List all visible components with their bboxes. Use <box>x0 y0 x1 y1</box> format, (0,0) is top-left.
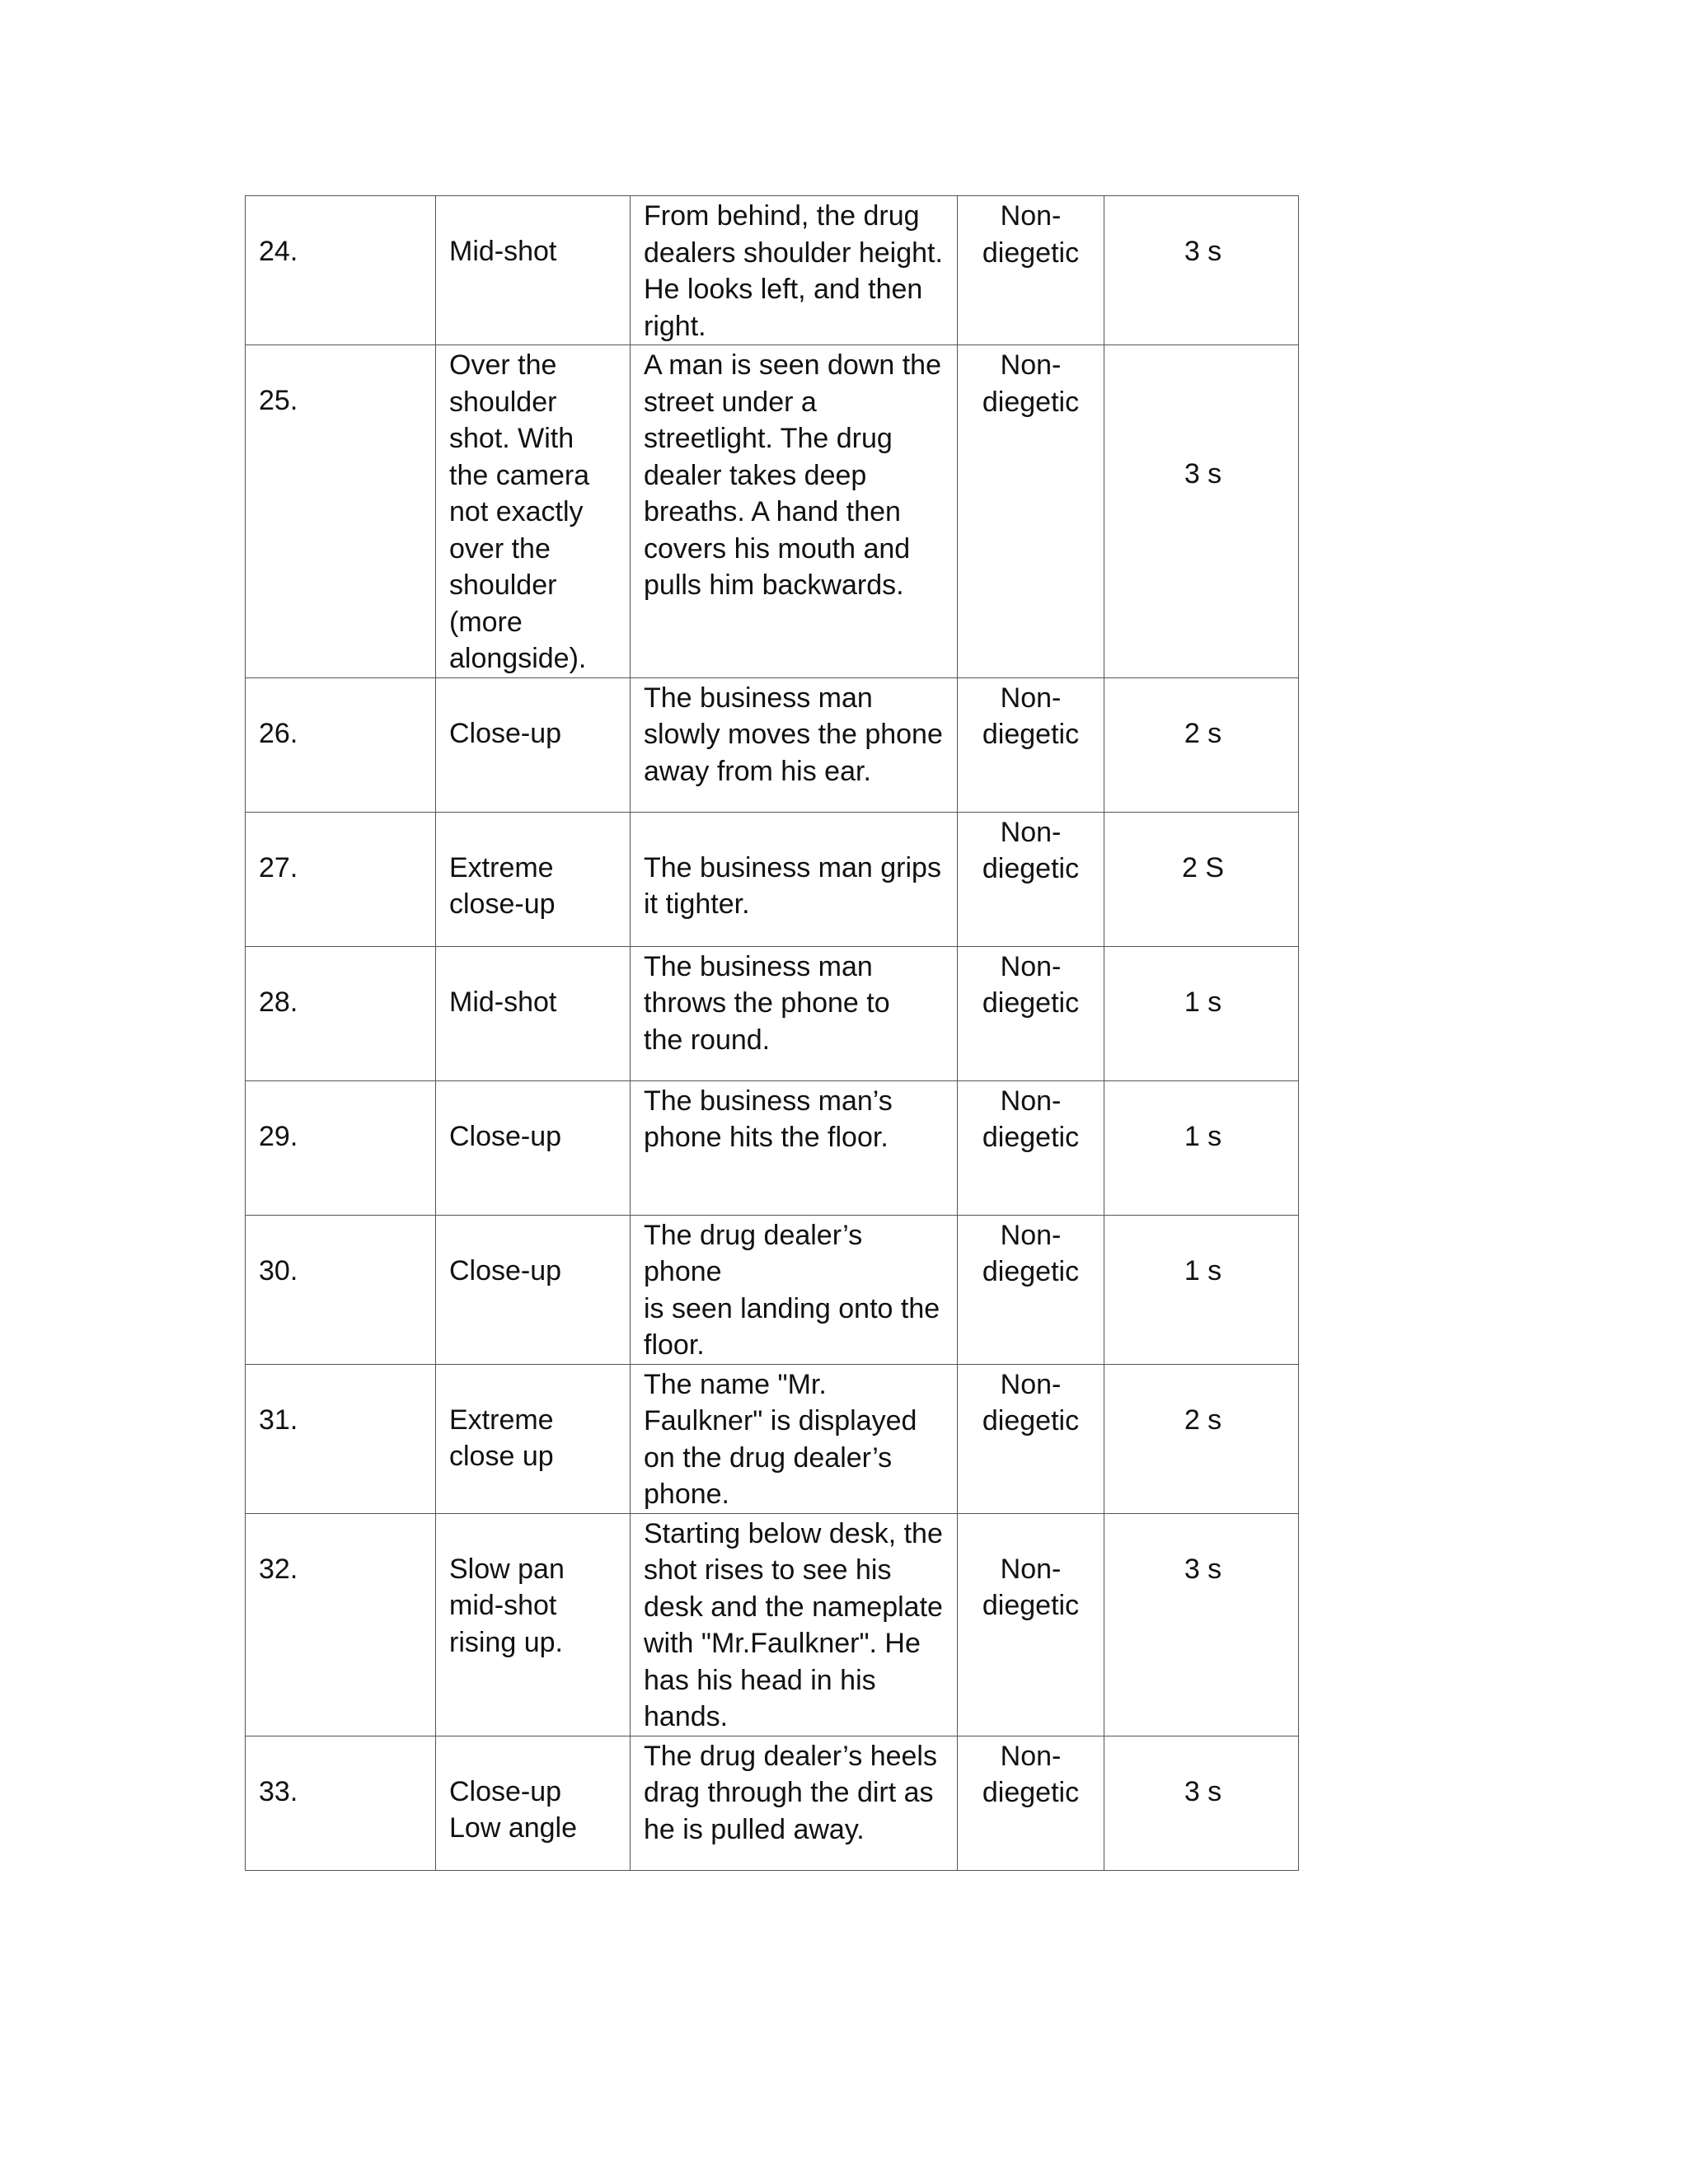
sound-type: Non- diegetic <box>982 200 1080 269</box>
shot-duration: 2 s <box>1184 1404 1222 1436</box>
shot-type: Extreme close-up <box>449 851 556 920</box>
shot-duration: 3 s <box>1184 236 1222 267</box>
table-row <box>246 196 1299 345</box>
shot-type: Over the shoulder shot. With the camera not exactly over the shoulder (more alongside). <box>449 349 590 674</box>
shot-number-cell <box>246 677 436 812</box>
shot-duration: 3 s <box>1184 1775 1222 1807</box>
sound-cell <box>958 345 1104 678</box>
shot-number: 28. <box>259 986 298 1018</box>
shot-number: 30. <box>259 1254 298 1286</box>
shot-type: Close-up Low angle <box>449 1775 578 1844</box>
duration-cell <box>1104 812 1299 946</box>
sound-type: Non- diegetic <box>982 816 1080 884</box>
shot-number: 24. <box>259 236 298 267</box>
sound-cell <box>958 677 1104 812</box>
shot-type: Close-up <box>449 1120 562 1152</box>
shot-type-cell <box>436 1364 631 1513</box>
table-row <box>246 1513 1299 1736</box>
description-cell <box>631 196 958 345</box>
shot-type-cell <box>436 196 631 345</box>
description-cell <box>631 1080 958 1215</box>
shot-description: From behind, the drug dealers shoulder height. He looks left, and then right. <box>644 200 943 342</box>
shot-type-cell <box>436 1080 631 1215</box>
shot-type: Slow pan mid-shot rising up. <box>449 1553 565 1658</box>
shot-number: 29. <box>259 1120 298 1152</box>
shot-type: Mid-shot <box>449 986 557 1018</box>
shot-duration: 2 s <box>1184 717 1222 749</box>
shot-duration: 2 S <box>1181 851 1225 883</box>
description-cell <box>631 677 958 812</box>
sound-type: Non- diegetic <box>982 950 1080 1019</box>
sound-type: Non- diegetic <box>982 1219 1080 1287</box>
table-row <box>246 1736 1299 1870</box>
sound-type: Non- diegetic <box>982 1740 1080 1808</box>
shot-duration: 1 s <box>1184 986 1222 1018</box>
shot-description: The business man slowly moves the phone away from his ear. <box>644 682 943 787</box>
sound-cell <box>958 946 1104 1080</box>
duration-cell <box>1104 1215 1299 1364</box>
shot-list-body <box>246 196 1299 1871</box>
shot-type-cell <box>436 946 631 1080</box>
description-cell <box>631 1736 958 1870</box>
table-row <box>246 345 1299 678</box>
shot-number: 26. <box>259 717 298 749</box>
table-row <box>246 677 1299 812</box>
sound-cell <box>958 1513 1104 1736</box>
shot-type-cell <box>436 812 631 946</box>
table-row <box>246 1080 1299 1215</box>
shot-description: A man is seen down the street under a streetlight. The drug dealer takes deep breaths. A hand then covers his mouth and pulls him backwards. <box>644 349 942 601</box>
shot-type: Mid-shot <box>449 236 557 267</box>
shot-number-cell <box>246 1364 436 1513</box>
shot-number: 33. <box>259 1775 298 1807</box>
table-row <box>246 946 1299 1080</box>
duration-cell <box>1104 946 1299 1080</box>
duration-cell <box>1104 1364 1299 1513</box>
shot-description: The drug dealer’s phone is seen landing onto the floor. <box>644 1219 940 1361</box>
description-cell <box>631 812 958 946</box>
shot-number-cell <box>246 946 436 1080</box>
description-cell <box>631 1364 958 1513</box>
duration-cell <box>1104 345 1299 678</box>
shot-number-cell <box>246 1736 436 1870</box>
description-cell <box>631 946 958 1080</box>
shot-type: Close-up <box>449 717 562 749</box>
shot-type: Close-up <box>449 1254 562 1286</box>
shot-number-cell <box>246 812 436 946</box>
sound-type: Non- diegetic <box>982 1553 1080 1621</box>
shot-duration: 1 s <box>1184 1254 1222 1286</box>
sound-cell <box>958 812 1104 946</box>
shot-description: Starting below desk, the shot rises to see his desk and the nameplate with "Mr.Faulkner". He has his head in his hands. <box>644 1517 943 1732</box>
duration-cell <box>1104 677 1299 812</box>
sound-cell <box>958 1215 1104 1364</box>
table-row <box>246 812 1299 946</box>
shot-description: The drug dealer’s heels drag through the dirt as he is pulled away. <box>644 1740 937 1845</box>
sound-cell <box>958 1364 1104 1513</box>
table-row <box>246 1215 1299 1364</box>
duration-cell <box>1104 196 1299 345</box>
shot-number-cell <box>246 1215 436 1364</box>
shot-type-cell <box>436 345 631 678</box>
shot-description: The name "Mr. Faulkner" is displayed on the drug dealer’s phone. <box>644 1368 917 1510</box>
shot-number: 25. <box>259 385 298 416</box>
shot-number: 31. <box>259 1404 298 1436</box>
sound-cell <box>958 1080 1104 1215</box>
shot-number-cell <box>246 1513 436 1736</box>
table-row <box>246 1364 1299 1513</box>
shot-duration: 1 s <box>1184 1120 1222 1152</box>
shot-number: 32. <box>259 1553 298 1585</box>
sound-type: Non- diegetic <box>982 1085 1080 1153</box>
shot-number: 27. <box>259 851 298 883</box>
shot-type-cell <box>436 1215 631 1364</box>
shot-number-cell <box>246 196 436 345</box>
description-cell <box>631 1215 958 1364</box>
shot-number-cell <box>246 1080 436 1215</box>
description-cell <box>631 345 958 678</box>
shot-type-cell <box>436 677 631 812</box>
duration-cell <box>1104 1736 1299 1870</box>
duration-cell <box>1104 1080 1299 1215</box>
shot-type-cell <box>436 1513 631 1736</box>
shot-number-cell <box>246 345 436 678</box>
description-cell <box>631 1513 958 1736</box>
duration-cell <box>1104 1513 1299 1736</box>
sound-cell <box>958 1736 1104 1870</box>
sound-type: Non- diegetic <box>982 1368 1080 1436</box>
shot-type-cell <box>436 1736 631 1870</box>
sound-type: Non- diegetic <box>982 682 1080 750</box>
sound-type: Non- diegetic <box>982 349 1080 418</box>
shot-duration: 3 s <box>1184 458 1222 490</box>
shot-type: Extreme close up <box>449 1404 554 1472</box>
shot-description: The business man grips it tighter. <box>644 851 941 920</box>
sound-cell <box>958 196 1104 345</box>
shot-description: The business man throws the phone to the round. <box>644 950 890 1056</box>
shot-duration: 3 s <box>1184 1553 1222 1585</box>
shot-list-table <box>245 195 1299 1871</box>
shot-description: The business man’s phone hits the floor. <box>644 1085 893 1153</box>
